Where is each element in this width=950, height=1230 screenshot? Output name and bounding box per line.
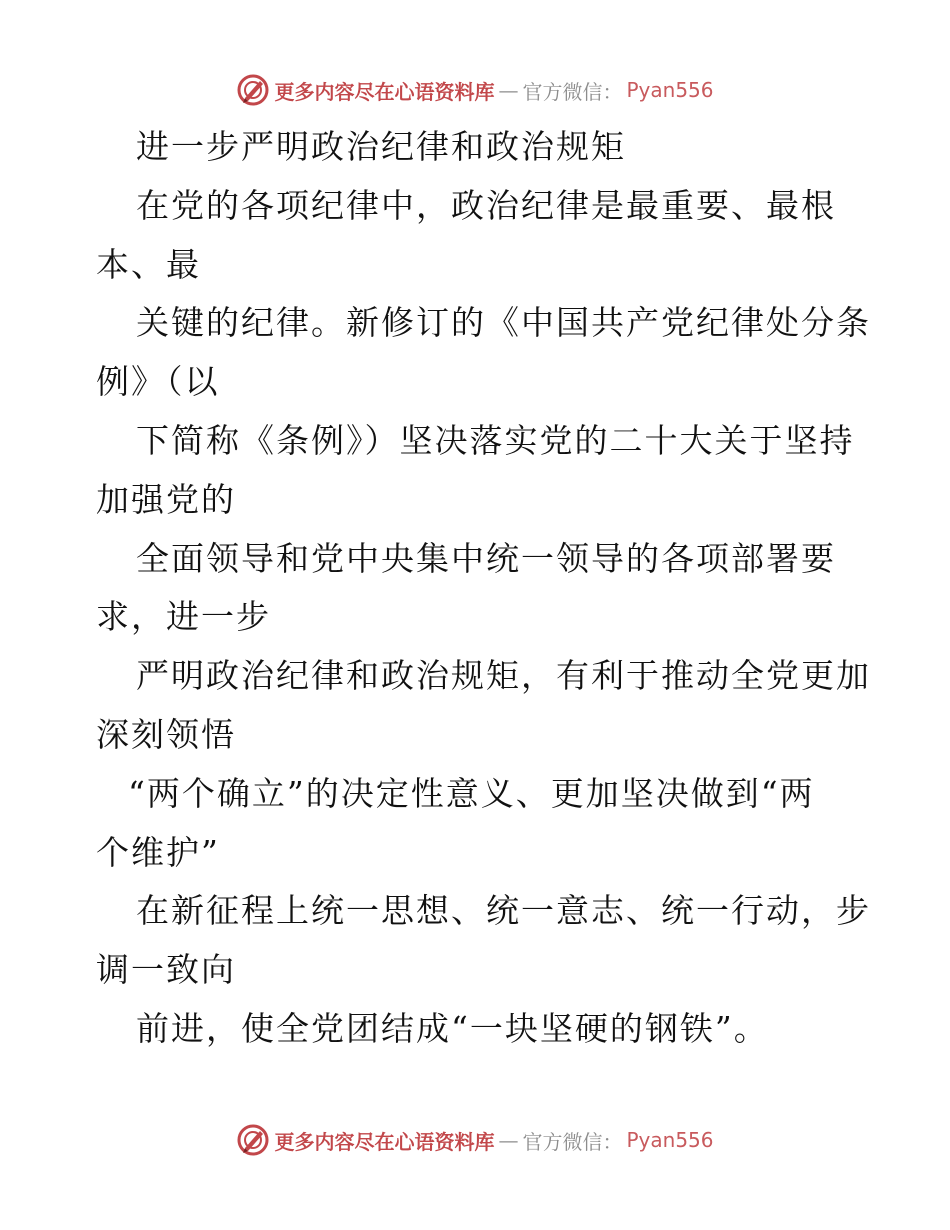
body-line: 严明政治纪律和政治规矩，有利于推动全党更加 [136,656,871,696]
header-banner [0,68,950,112]
banner-dash: — [498,1128,519,1152]
banner-wechat-id: Pyan556 [626,1128,714,1152]
body-line: 关键的纪律。新修订的《中国共产党纪律处分条 [136,303,871,343]
body-line: 在新征程上统一思想、统一意志、统一行动，步 [136,891,871,931]
body-line: 全面领导和党中央集中统一领导的各项部署要 [136,538,836,578]
body-line: “两个确立”的决定性意义、更加坚决做到“两 [128,773,815,813]
footer-banner-inner [236,1123,713,1157]
body-line: 进一步严明政治纪律和政治规矩 [136,127,626,166]
banner-dash: — [498,78,519,102]
banner-official-label: 官方微信： [522,1129,623,1154]
body-line: 调一致向 [96,950,236,990]
body-line: 在党的各项纪律中，政治纪律是最重要、最根 [136,185,836,225]
banner-slogan: 更多内容尽在心语资料库 [274,1129,495,1154]
banner-official-label: 官方微信： [522,79,623,104]
footer-banner [0,1118,950,1162]
body-line: 求，进一步 [96,597,271,637]
banner-slogan: 更多内容尽在心语资料库 [274,79,495,104]
document-body [96,118,886,1059]
header-banner-inner [236,73,713,107]
body-line: 下简称《条例》）坚决落实党的二十大关于坚持 [136,420,855,460]
body-line: 加强党的 [96,479,236,519]
pen-logo-icon [236,1123,270,1157]
body-line: 个维护” [96,832,220,872]
body-line: 深刻领悟 [96,714,236,754]
body-line: 例》（以 [96,362,220,402]
body-line: 前进，使全党团结成“一块坚硬的钢铁”。 [136,1008,769,1048]
pen-logo-icon [236,73,270,107]
body-line: 本、最 [96,244,201,284]
banner-wechat-id: Pyan556 [626,78,714,102]
